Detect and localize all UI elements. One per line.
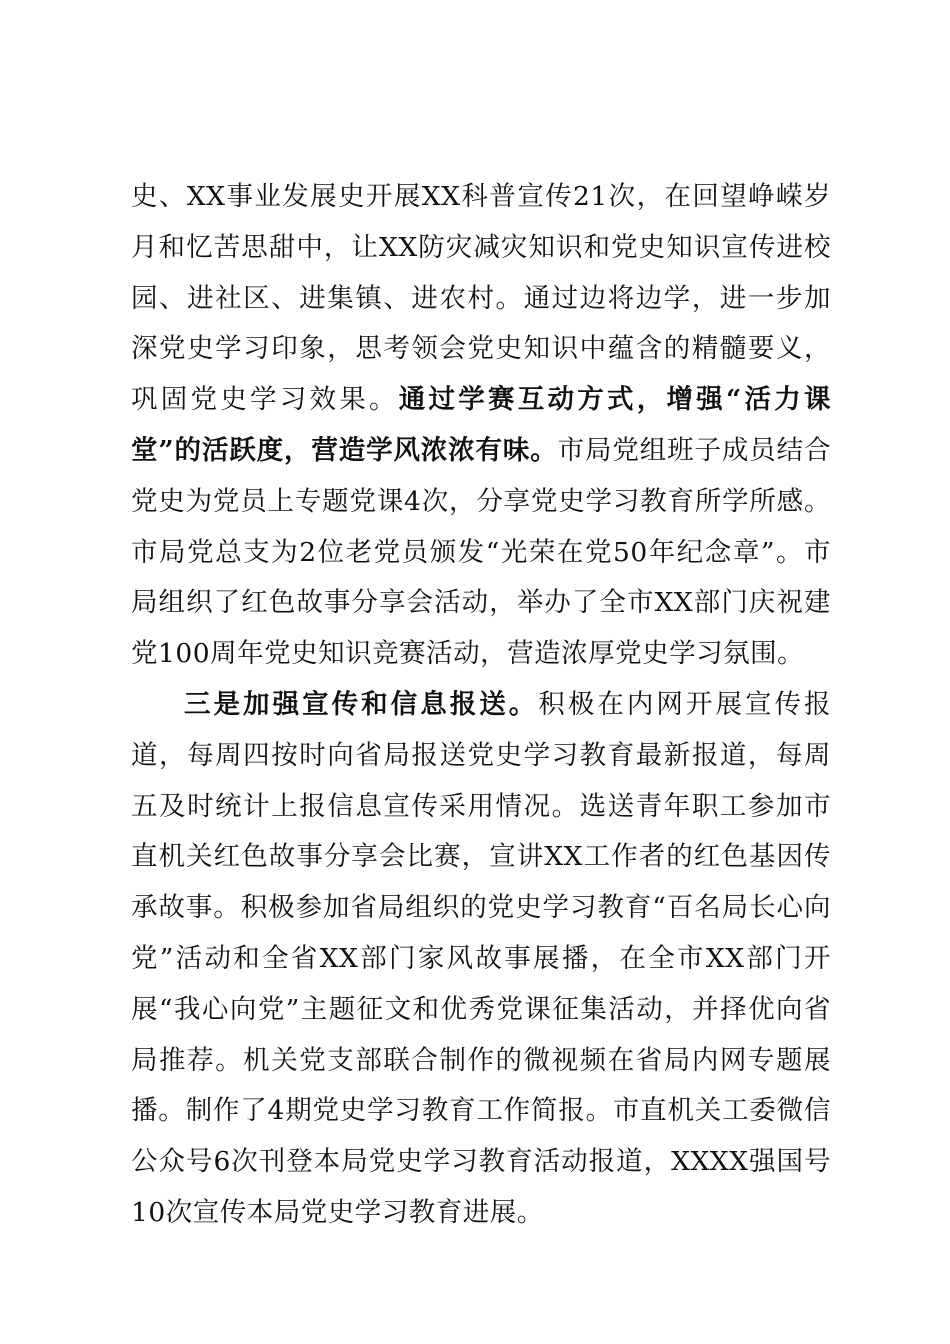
paragraph-2 — [131, 680, 831, 1239]
paragraph-2-bold-heading: 三是加强宣传和信息报送。 — [184, 688, 539, 720]
paragraph-2-text: 积极在内网开展宣传报道，每周四按时向省局报送党史学习教育最新报道，每周五及时统计上报信息宣传采用情况。选送青年职工参加市直机关红色故事分享会比赛，宣讲XX工作者的红色基因传承故事。积极参加省局组织的党史学习教育“百名局长心向党”活动和全省XX部门家风故事展播，在全市XX部门开展“我心向党”主题征文和优秀党课征集活动，并择优向省局推荐。机关党支部联合制作的微视频在省局内网专题展播。制作了4期党史学习教育工作简报。市直机关工委微信公众号6次刊登本局党史学习教育活动报道，XXXX强国号10次宣传本局党史学习教育进展。 — [131, 688, 832, 1228]
paragraph-1 — [131, 172, 831, 680]
paragraph-1-text-continued: 市局党组班子成员结合党史为党员上专题党课4次，分享党史学习教育所学所感。市局党总支为2位老党员颁发“光荣在党50年纪念章”。市局组织了红色故事分享会活动，举办了全市XX部门庆祝建党100周年党史知识竞赛活动，营造浓厚党史学习氛围。 — [131, 434, 832, 670]
body-text — [131, 172, 831, 1239]
paragraph-1-bold-heading: 通过学赛互动方式，增强“活力课堂”的活跃度，营造学风浓浓有味。 — [131, 384, 831, 466]
paragraph-1-text: 史、XX事业发展史开展XX科普宣传21次，在回望峥嵘岁月和忆苦思甜中，让XX防灾减灾知识和党史知识宣传进校园、进社区、进集镇、进农村。通过边将边学，进一步加深党史学习印象，思考领会党史知识中蕴含的精髓要义，巩固党史学习效果。 — [131, 181, 831, 416]
